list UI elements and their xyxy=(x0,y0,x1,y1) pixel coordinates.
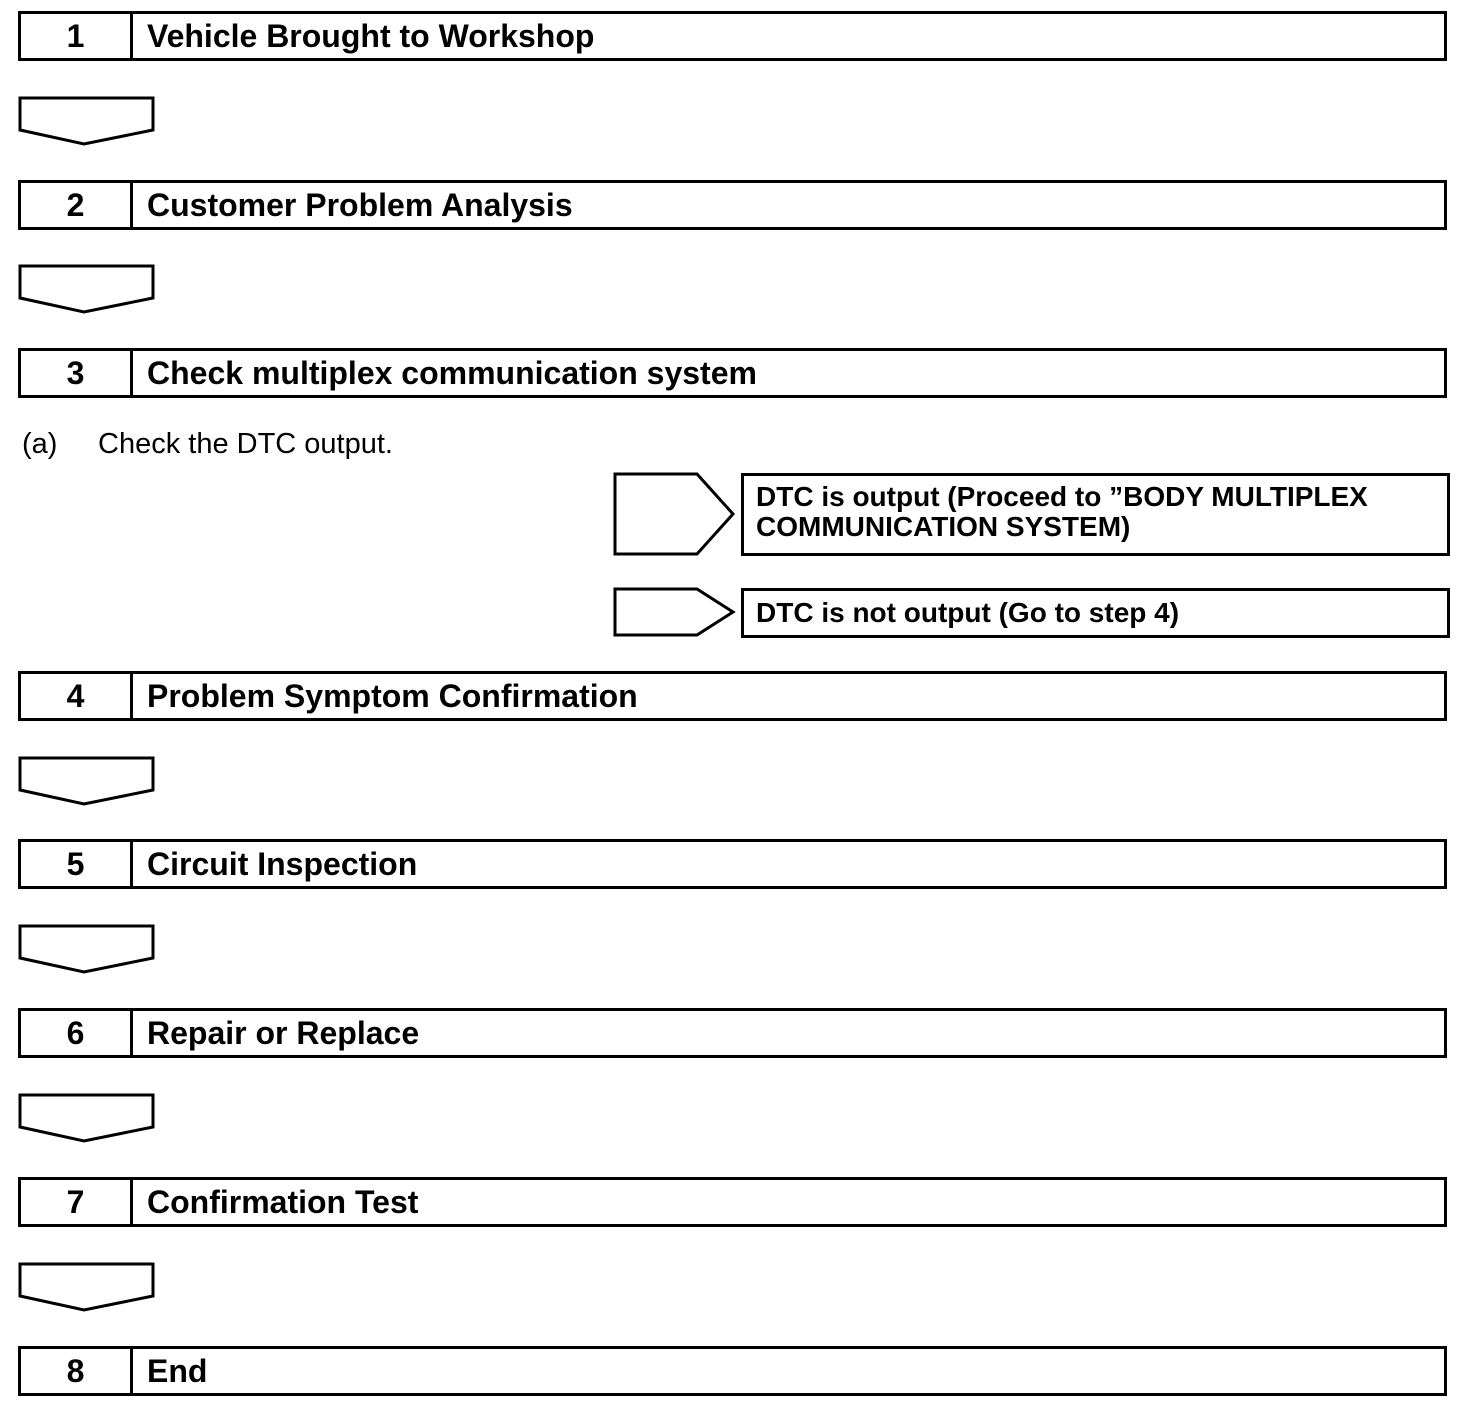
step-5-box xyxy=(18,839,1447,889)
step-title: End xyxy=(147,1352,208,1389)
step-title: Confirmation Test xyxy=(147,1183,419,1220)
check-label: (a) xyxy=(22,428,58,460)
step-number: 5 xyxy=(21,842,133,886)
step-number: 6 xyxy=(21,1011,133,1055)
down-arrow-icon xyxy=(18,1093,158,1145)
step-title: Repair or Replace xyxy=(147,1014,420,1051)
step-number: 7 xyxy=(21,1180,133,1224)
step-number: 3 xyxy=(21,351,133,395)
step-title: Vehicle Brought to Workshop xyxy=(147,17,595,54)
step-title: Check multiplex communication system xyxy=(147,354,757,391)
step-number: 2 xyxy=(21,183,133,227)
down-arrow-icon xyxy=(18,756,158,808)
check-text: Check the DTC output. xyxy=(98,428,393,460)
result-text-line: DTC is output (Proceed to ”BODY MULTIPLEX xyxy=(756,481,1368,512)
step-title: Problem Symptom Confirmation xyxy=(147,677,638,714)
step-title: Customer Problem Analysis xyxy=(147,186,573,223)
step-number: 4 xyxy=(21,674,133,718)
down-arrow-icon xyxy=(18,96,158,148)
down-arrow-icon xyxy=(18,924,158,976)
step-number: 8 xyxy=(21,1349,133,1393)
result-dtc-output xyxy=(741,473,1450,556)
step-3-box xyxy=(18,348,1447,398)
step-title: Circuit Inspection xyxy=(147,845,418,882)
result-dtc-not-output xyxy=(741,588,1450,638)
step-1-box xyxy=(18,11,1447,61)
result-text-line: DTC is not output (Go to step 4) xyxy=(756,597,1180,628)
step-7-box xyxy=(18,1177,1447,1227)
check-instruction xyxy=(22,428,393,461)
result-text-line: COMMUNICATION SYSTEM) xyxy=(756,511,1131,542)
down-arrow-icon xyxy=(18,264,158,316)
step-2-box xyxy=(18,180,1447,230)
step-8-box xyxy=(18,1346,1447,1396)
step-6-box xyxy=(18,1008,1447,1058)
step-number: 1 xyxy=(21,14,133,58)
step-4-box xyxy=(18,671,1447,721)
down-arrow-icon xyxy=(18,1262,158,1314)
right-arrow-icon xyxy=(613,587,737,639)
right-arrow-icon xyxy=(613,472,737,558)
